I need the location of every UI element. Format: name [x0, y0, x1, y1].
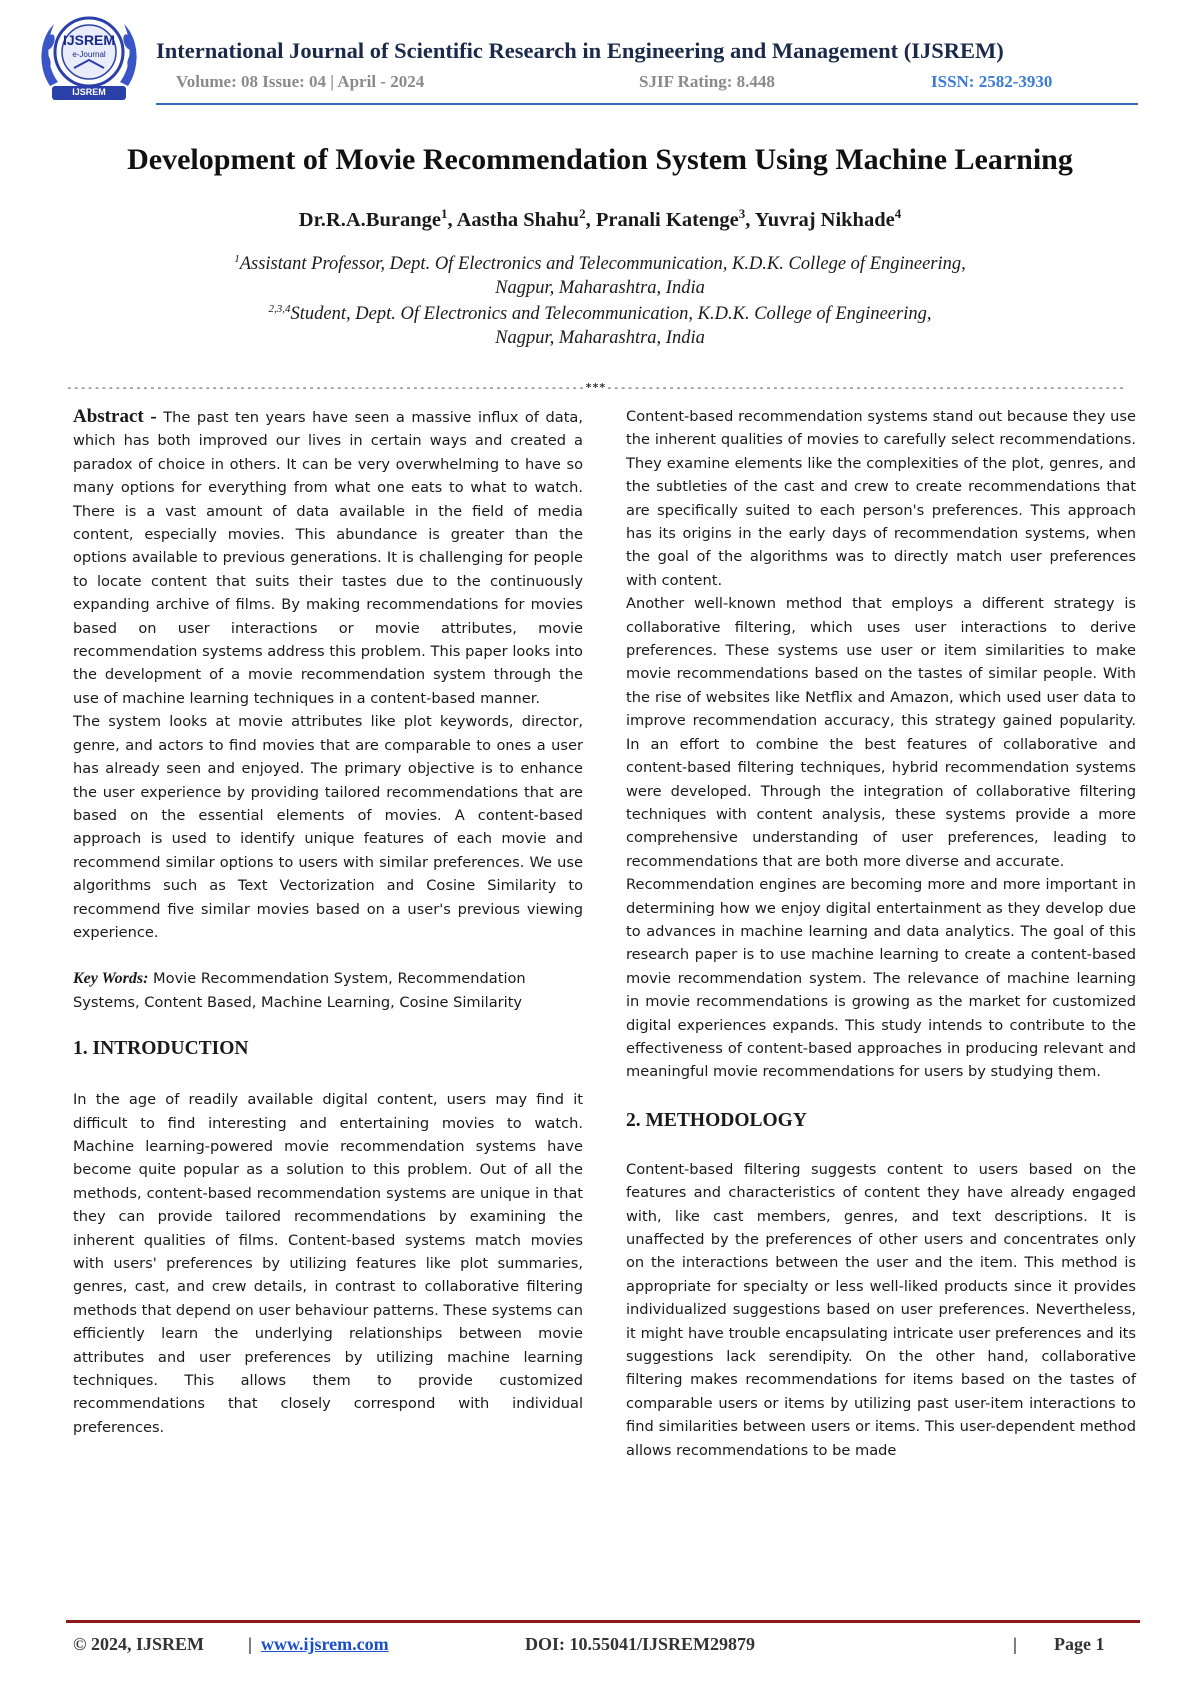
abstract-paragraph-2: The system looks at movie attributes like plot keywords, director, genre, and actors to find movies that are comparable to ones a user has already seen and enjoyed. The primary objective is to enhance the user experience by providing tailored recommendations that are based on the essential elements of movies. A content-based approach is used to identify unique features of each movie and recommend similar options to users with similar preferences. We use algorithms such as Text Vectorization and Cosine Similarity to recommend five similar movies based on a user's previous viewing experience.	[73, 713, 583, 941]
footer-rule	[66, 1620, 1140, 1623]
footer-copyright: © 2024, IJSREM	[73, 1634, 204, 1654]
issn: ISSN: 2582-3930	[931, 72, 1053, 91]
author-sup: 1	[440, 206, 448, 221]
affiliation-2-line-1: $^{2,3,4}$Student, Dept. Of Electronics and Telecommunication, K.D.K. College of Engineering,	[268, 303, 932, 325]
introduction-paragraph-1: In the age of readily available digital content, users may find it difficult to find interesting and entertaining movies to watch. Machine learning-powered movie recommendation systems have become quite popular as a solution to this problem. Out of all the methods, content-based recommendation systems are unique in that they can provide tailored recommendations by examining the inherent qualities of films. Content-based systems match movies with users' preferences by utilizing features like plot summaries, genres, cast, and crew details, in contrast to collaborative filtering methods that depend on user behaviour patterns. These systems can efficiently learn the underlying relationships between movie attributes and user preferences by utilizing machine learning techniques. This allows them to provide customized recommendations that closely correspond with individual preferences.	[73, 1091, 583, 1436]
logo-text: IJSREM	[62, 32, 116, 48]
journal-title: International Journal of Scientific Research in Engineering and Management (IJSREM)	[156, 38, 1004, 63]
author-name: Pranali Katenge	[595, 208, 739, 231]
right-column	[626, 405, 1136, 1462]
header-rule	[156, 103, 1138, 105]
keywords: Key Words: Movie Recommendation System, Recommendation Systems, Content Based, Machine Learning, Cosine Similarity	[73, 970, 526, 1011]
footer-doi: DOI: 10.55041/IJSREM29879	[525, 1634, 756, 1654]
affiliation-2-line-2: Nagpur, Maharashtra, India	[495, 328, 705, 348]
footer-separator: |	[248, 1634, 252, 1654]
abstract-label: Abstract -	[73, 406, 157, 427]
methodology-heading: 2. METHODOLOGY	[626, 1109, 807, 1131]
footer-separator: |	[1013, 1634, 1017, 1654]
author-sup: 3	[738, 206, 746, 221]
affiliation-1-line-1: $^1$Assistant Professor, Dept. Of Electronics and Telecommunication, K.D.K. College of Engineering,	[234, 253, 966, 275]
journal-logo	[34, 8, 144, 104]
page-number: Page 1	[1054, 1634, 1105, 1654]
logo-subtext: e-Journal	[72, 50, 106, 59]
affiliation-1-line-2: Nagpur, Maharashtra, India	[495, 278, 705, 298]
methodology-paragraph-1: Content-based filtering suggests content to users based on the features and characteristics of content they have already engaged with, like cast members, genres, and text descriptions. It is unaffected by the preferences of other users and concentrates only on the interactions between the user and the item. This method is appropriate for specialty or less well-liked products since it provides individualized suggestions based on user preferences. Nevertheless, it might have trouble encapsulating intricate user preferences and its suggestions lack serendipity. On the other hand, collaborative filtering makes recommendations for items based on the tastes of comparable users or items by utilizing past user-item interactions to find similarities between users or items. This user-dependent method allows recommendations to be made	[626, 1160, 1136, 1459]
paper-title: Development of Movie Recommendation System Using Machine Learning	[127, 143, 1073, 176]
section-divider: ---------------------------------------------------------------------------***---------------------------------------------------------------------------	[66, 381, 1126, 394]
introduction-paragraph-4: Recommendation engines are becoming more and more important in determining how we enjoy digital entertainment as they develop due to advances in machine learning and data analytics. The goal of this research paper is to use machine learning to create a content-based movie recommendation system. The relevance of machine learning in movie recommendations is growing as the market for customized digital experiences expands. This study intends to contribute to the effectiveness of content-based approaches in producing relevant and meaningful movie recommendations for users by studying them.	[626, 876, 1136, 1081]
abstract-paragraph-1: Abstract - The past ten years have seen a massive influx of data, which has both improved our lives in certain ways and created a paradox of choice in others. It can be very overwhelming to have so many options for everything from what one eats to what to watch. There is a vast amount of data available in the field of media content, especially movies. This abundance is greater than the options available to previous generations. It is challenging for people to locate content that suits their tastes due to the continuously expanding archive of films. By making recommendations for movies based on user interactions or movie attributes, movie recommendation systems address this problem. This paper looks into the development of a movie recommendation system through the use of machine learning techniques in a content-based manner.	[73, 406, 583, 707]
author-sup: 4	[894, 206, 902, 221]
volume-issue: Volume: 08 Issue: 04 | April - 2024	[176, 72, 425, 91]
introduction-paragraph-3: Another well-known method that employs a different strategy is collaborative filtering, which uses user interactions to derive preferences. These systems use user or item similarities to make movie recommendations based on the tastes of similar people. With the rise of websites like Netflix and Amazon, which used user data to improve recommendation accuracy, this strategy gained popularity. In an effort to combine the best features of collaborative and content-based filtering techniques, hybrid recommendation systems were developed. Through the integration of collaborative filtering techniques with content analysis, these systems provide a more comprehensive understanding of user preferences, leading to recommendations that are both more diverse and accurate.	[626, 595, 1136, 870]
introduction-heading: 1. INTRODUCTION	[73, 1038, 249, 1060]
author-sup: 2	[579, 206, 586, 221]
left-column	[73, 405, 583, 1439]
author-name: Aastha Shahu	[456, 208, 580, 231]
footer-website-link[interactable]: www.ijsrem.com	[261, 1634, 389, 1654]
logo-banner-text: IJSREM	[72, 87, 106, 97]
author-name: Dr.R.A.Burange	[298, 208, 441, 231]
sjif-rating: SJIF Rating: 8.448	[639, 72, 775, 91]
keywords-label: Key Words:	[73, 970, 149, 988]
author-name: Yuvraj Nikhade	[754, 208, 895, 231]
author-list: Dr.R.A.Burange$^1$, Aastha Shahu$^2$, Pranali Katenge$^3$, Yuvraj Nikhade$^4$	[298, 206, 902, 231]
introduction-paragraph-2: Content-based recommendation systems stand out because they use the inherent qualities of movies to carefully select recommendations. They examine elements like the complexities of the plot, genres, and the subtleties of the cast and crew to create recommendations that are specifically suited to each person's preferences. This approach has its origins in the early days of recommendation systems, when the goal of the algorithms was to directly match user preferences with content.	[626, 408, 1136, 589]
